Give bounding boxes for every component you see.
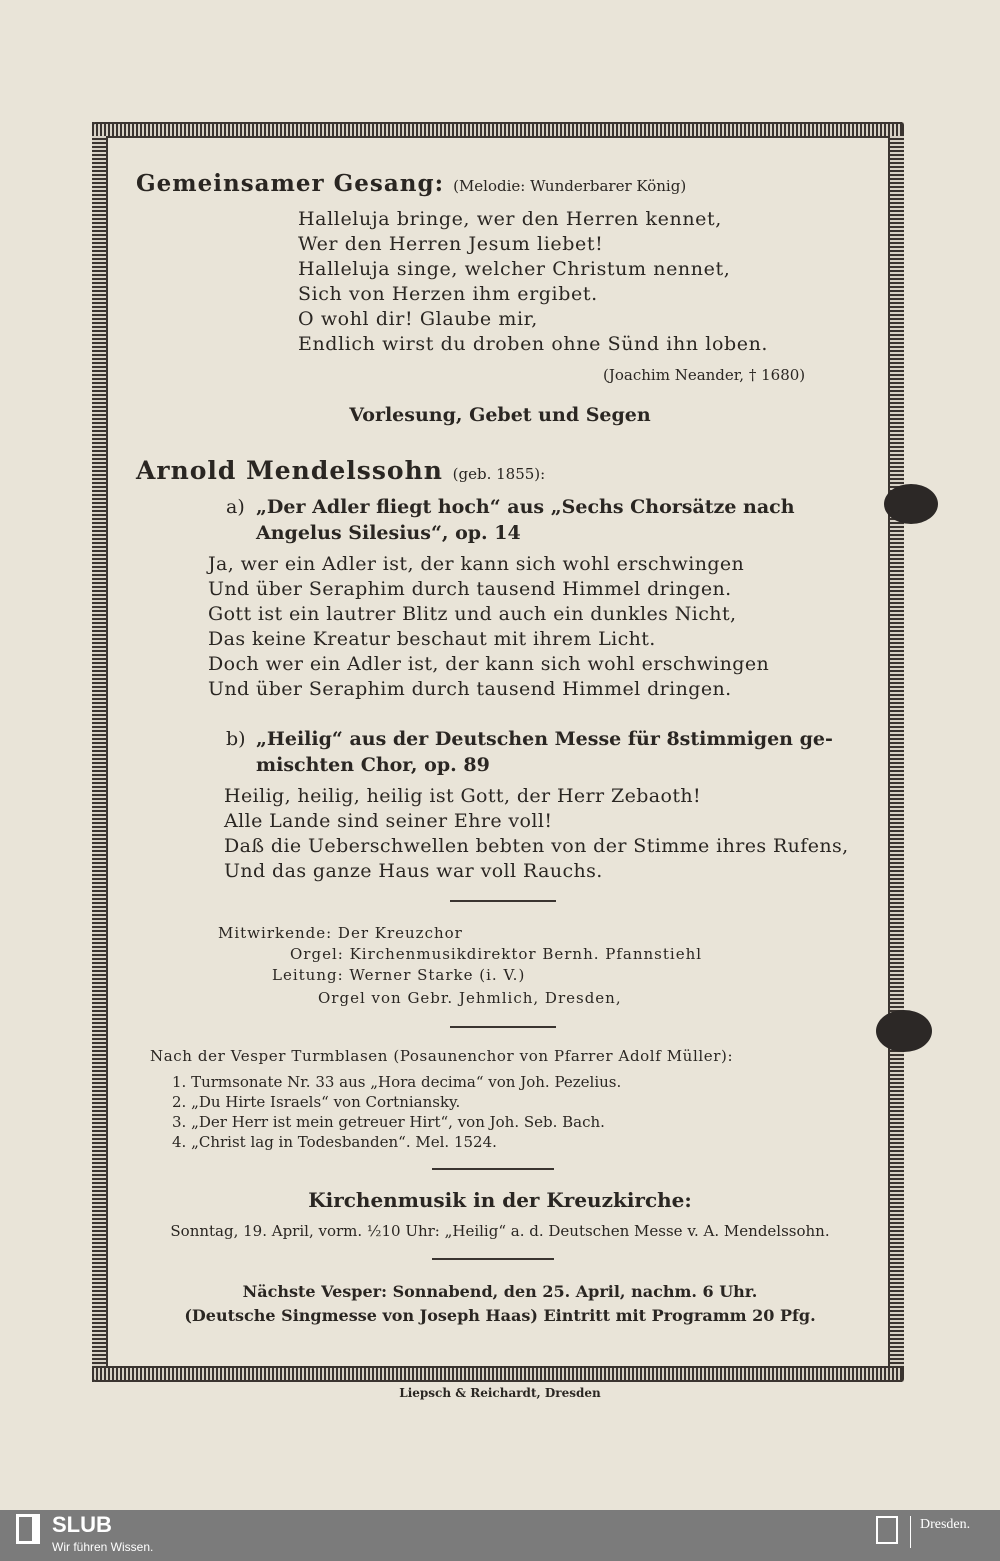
- organ-line: Orgel: Kirchenmusikdirektor Bernh. Pfannstiehl: [290, 945, 703, 963]
- slub-tagline: Wir führen Wissen.: [52, 1540, 154, 1554]
- kirchenmusik-heading: Kirchenmusik in der Kreuzkirche:: [308, 1188, 692, 1212]
- poem-line: Und über Seraphim durch tausend Himmel dringen.: [208, 678, 732, 700]
- item-a-label: a): [226, 496, 245, 518]
- poem-line: Alle Lande sind seiner Ehre voll!: [224, 810, 553, 832]
- slub-logo-icon[interactable]: [16, 1514, 40, 1544]
- composer-heading: Arnold Mendelssohn (geb. 1855):: [136, 456, 546, 485]
- hymn-line: Endlich wirst du droben ohne Sünd ihn loben.: [298, 333, 769, 355]
- next-vesper-note: (Deutsche Singmesse von Joseph Haas) Eintritt mit Programm 20 Pfg.: [184, 1306, 816, 1325]
- item-a-title-cont: Angelus Silesius“, op. 14: [256, 522, 521, 544]
- list-item: 3. „Der Herr ist mein getreuer Hirt“, von Joh. Seb. Bach.: [172, 1113, 605, 1131]
- poem-line: Und über Seraphim durch tausend Himmel dringen.: [208, 578, 732, 600]
- item-b-title-cont: mischten Chor, op. 89: [256, 754, 490, 776]
- decorative-border-right: [890, 136, 904, 1368]
- vorlesung-heading: Vorlesung, Gebet und Segen: [349, 404, 651, 426]
- poem-line: Doch wer ein Adler ist, der kann sich wohl erschwingen: [208, 653, 770, 675]
- dresden-logo-text[interactable]: Dresden.: [920, 1517, 971, 1532]
- item-b-title: „Heilig“ aus der Deutschen Messe für 8stimmigen ge-: [256, 728, 833, 750]
- hymn-line: Sich von Herzen ihm ergibet.: [298, 283, 598, 305]
- poem-line: Gott ist ein lautrer Blitz und auch ein dunkles Nicht,: [208, 603, 737, 625]
- hymn-line: Halleluja singe, welcher Christum nennet,: [298, 258, 731, 280]
- hymn-attribution: (Joachim Neander, † 1680): [603, 366, 806, 384]
- printer-imprint: Liepsch & Reichardt, Dresden: [399, 1386, 601, 1400]
- poem-line: Daß die Ueberschwellen bebten von der Stimme ihres Rufens,: [224, 835, 849, 857]
- kirchenmusik-line: Sonntag, 19. April, vorm. ½10 Uhr: „Heilig“ a. d. Deutschen Messe v. A. Mendelssohn.: [170, 1222, 830, 1240]
- performers-line: Mitwirkende: Der Kreuzchor: [218, 924, 463, 942]
- decorative-border-left: [92, 136, 106, 1368]
- poem-line: Das keine Kreatur beschaut mit ihrem Licht.: [208, 628, 656, 650]
- list-item: 2. „Du Hirte Israels“ von Cortniansky.: [172, 1093, 461, 1111]
- hymn-line: Halleluja bringe, wer den Herren kennet,: [298, 208, 722, 230]
- divider: [450, 1026, 556, 1028]
- dresden-coat-of-arms-icon[interactable]: [876, 1516, 898, 1544]
- poem-line: Und das ganze Haus war voll Rauchs.: [224, 860, 603, 882]
- melody-note: (Melodie: Wunderbarer König): [453, 177, 687, 195]
- section-heading-gemeinsamer-gesang: Gemeinsamer Gesang: (Melodie: Wunderbarer König): [136, 170, 687, 197]
- hymn-line: O wohl dir! Glaube mir,: [298, 308, 538, 330]
- footer-divider: [910, 1516, 911, 1548]
- conductor-line: Leitung: Werner Starke (i. V.): [272, 966, 526, 984]
- turmblasen-heading: Nach der Vesper Turmblasen (Posaunenchor von Pfarrer Adolf Müller):: [150, 1047, 734, 1065]
- next-vesper-line: Nächste Vesper: Sonnabend, den 25. April, nachm. 6 Uhr.: [242, 1282, 758, 1301]
- poem-line: Heilig, heilig, heilig ist Gott, der Herr Zebaoth!: [224, 785, 702, 807]
- item-b-label: b): [226, 728, 246, 750]
- list-item: 4. „Christ lag in Todesbanden“. Mel. 1524.: [172, 1133, 497, 1151]
- organ-builder-line: Orgel von Gebr. Jehmlich, Dresden,: [318, 989, 622, 1007]
- list-item: 1. Turmsonate Nr. 33 aus „Hora decima“ von Joh. Pezelius.: [172, 1073, 622, 1091]
- composer-birth: (geb. 1855):: [452, 465, 546, 483]
- divider: [432, 1168, 554, 1170]
- punch-hole-top: [884, 484, 938, 524]
- item-a-title: „Der Adler fliegt hoch“ aus „Sechs Chorsätze nach: [256, 496, 795, 518]
- slub-name[interactable]: SLUB: [52, 1512, 112, 1537]
- divider: [450, 900, 556, 902]
- divider: [432, 1258, 554, 1260]
- poem-line: Ja, wer ein Adler ist, der kann sich wohl erschwingen: [208, 553, 745, 575]
- hymn-line: Wer den Herren Jesum liebet!: [298, 233, 604, 255]
- punch-hole-bottom: [876, 1010, 932, 1052]
